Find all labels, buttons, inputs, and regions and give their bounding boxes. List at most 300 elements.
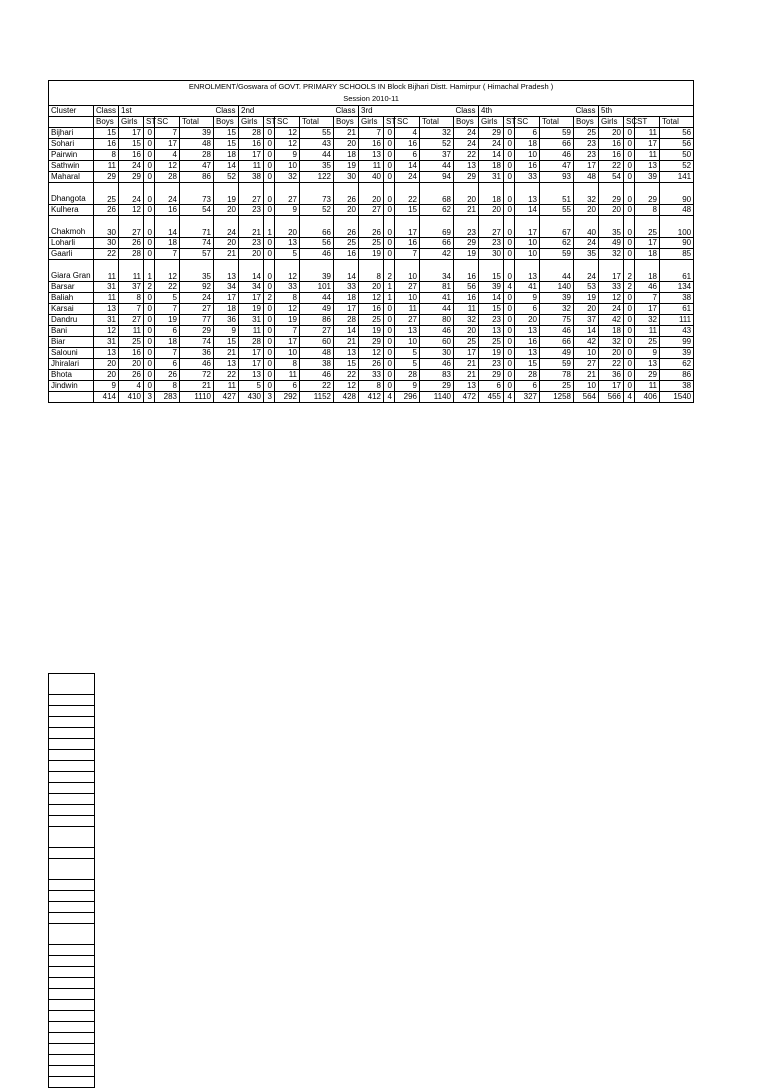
value-cell: 16 <box>599 150 624 161</box>
value-cell: 26 <box>119 238 144 249</box>
value-cell: 7 <box>155 304 180 315</box>
class-name-4: 4th <box>479 106 504 117</box>
value-cell: 21 <box>180 381 214 392</box>
value-cell: 42 <box>574 337 599 348</box>
value-cell: 62 <box>660 359 694 370</box>
value-cell: 21 <box>239 216 264 238</box>
sub-header-row <box>49 117 694 128</box>
value-cell: 32 <box>540 304 574 315</box>
value-cell: 0 <box>504 249 515 260</box>
stub-row <box>49 1066 95 1077</box>
stub-row <box>49 816 95 827</box>
value-cell: 29 <box>359 337 384 348</box>
value-cell: 20 <box>214 205 239 216</box>
value-cell: 15 <box>395 205 420 216</box>
value-cell: 27 <box>180 304 214 315</box>
value-cell: 0 <box>624 161 635 172</box>
value-cell: 17 <box>334 304 359 315</box>
value-cell: 55 <box>540 205 574 216</box>
stub-cell <box>49 1022 95 1033</box>
total-cell: 427 <box>214 392 239 403</box>
value-cell: 10 <box>395 260 420 282</box>
value-cell: 25 <box>359 315 384 326</box>
value-cell: 13 <box>214 359 239 370</box>
value-cell: 22 <box>300 381 334 392</box>
value-cell: 17 <box>214 293 239 304</box>
value-cell: 0 <box>144 128 155 139</box>
value-cell: 16 <box>359 139 384 150</box>
value-cell: 8 <box>275 359 300 370</box>
value-cell: 0 <box>624 304 635 315</box>
value-cell: 16 <box>119 348 144 359</box>
value-cell: 23 <box>574 150 599 161</box>
stub-row <box>49 978 95 989</box>
value-cell: 14 <box>479 293 504 304</box>
cluster-name: Bijhari <box>49 128 94 139</box>
total-cell: 430 <box>239 392 264 403</box>
value-cell: 0 <box>504 293 515 304</box>
value-cell: 73 <box>180 183 214 205</box>
value-cell: 17 <box>395 216 420 238</box>
value-cell: 49 <box>540 348 574 359</box>
value-cell: 0 <box>504 183 515 205</box>
cluster-name: Kulhera <box>49 205 94 216</box>
value-cell: 1 <box>144 260 155 282</box>
value-cell: 28 <box>395 370 420 381</box>
value-cell: 86 <box>180 172 214 183</box>
value-cell: 16 <box>599 139 624 150</box>
value-cell: 57 <box>180 249 214 260</box>
sub-header-cell: Total <box>420 117 454 128</box>
value-cell: 33 <box>515 172 540 183</box>
sub-header-cell: Girls <box>599 117 624 128</box>
stub-cell <box>49 783 95 794</box>
value-cell: 35 <box>300 161 334 172</box>
sub-header-cell: Boys <box>454 117 479 128</box>
stub-row <box>49 967 95 978</box>
value-cell: 31 <box>479 172 504 183</box>
value-cell: 17 <box>239 150 264 161</box>
value-cell: 122 <box>300 172 334 183</box>
table-row <box>49 249 694 260</box>
value-cell: 7 <box>359 128 384 139</box>
value-cell: 77 <box>180 315 214 326</box>
table-row <box>49 205 694 216</box>
value-cell: 7 <box>635 293 660 304</box>
value-cell: 13 <box>94 304 119 315</box>
value-cell: 0 <box>624 216 635 238</box>
value-cell: 0 <box>144 183 155 205</box>
value-cell: 0 <box>624 326 635 337</box>
value-cell: 0 <box>144 304 155 315</box>
value-cell: 31 <box>94 337 119 348</box>
value-cell: 0 <box>504 326 515 337</box>
value-cell: 33 <box>359 370 384 381</box>
value-cell: 29 <box>479 370 504 381</box>
value-cell: 21 <box>334 128 359 139</box>
stub-cell <box>49 761 95 772</box>
value-cell: 39 <box>180 128 214 139</box>
value-cell: 16 <box>454 293 479 304</box>
value-cell: 13 <box>275 238 300 249</box>
stub-cell <box>49 728 95 739</box>
value-cell: 36 <box>214 315 239 326</box>
value-cell: 7 <box>155 249 180 260</box>
sub-header-cell: ST <box>144 117 155 128</box>
value-cell: 24 <box>119 161 144 172</box>
value-cell: 12 <box>359 348 384 359</box>
value-cell: 8 <box>359 260 384 282</box>
value-cell: 23 <box>479 238 504 249</box>
value-cell: 14 <box>479 150 504 161</box>
value-cell: 19 <box>574 293 599 304</box>
value-cell: 0 <box>264 370 275 381</box>
value-cell: 0 <box>624 337 635 348</box>
stub-cell <box>49 945 95 956</box>
stub-row <box>49 805 95 816</box>
value-cell: 26 <box>155 370 180 381</box>
stub-row <box>49 880 95 891</box>
value-cell: 32 <box>420 128 454 139</box>
value-cell: 111 <box>660 315 694 326</box>
value-cell: 16 <box>119 150 144 161</box>
value-cell: 11 <box>635 128 660 139</box>
value-cell: 56 <box>660 128 694 139</box>
value-cell: 22 <box>214 370 239 381</box>
value-cell: 0 <box>624 370 635 381</box>
value-cell: 32 <box>574 183 599 205</box>
value-cell: 8 <box>94 150 119 161</box>
value-cell: 0 <box>504 260 515 282</box>
blank-cell <box>49 392 94 403</box>
value-cell: 0 <box>264 315 275 326</box>
value-cell: 24 <box>214 216 239 238</box>
value-cell: 27 <box>359 205 384 216</box>
value-cell: 0 <box>384 172 395 183</box>
cluster-name: Chakmoh <box>49 216 94 238</box>
value-cell: 0 <box>384 161 395 172</box>
value-cell: 51 <box>540 183 574 205</box>
value-cell: 12 <box>275 260 300 282</box>
value-cell: 48 <box>660 205 694 216</box>
value-cell: 11 <box>395 304 420 315</box>
value-cell: 19 <box>334 161 359 172</box>
value-cell: 0 <box>144 139 155 150</box>
value-cell: 0 <box>504 381 515 392</box>
value-cell: 8 <box>119 293 144 304</box>
value-cell: 32 <box>635 315 660 326</box>
stub-cell <box>49 1044 95 1055</box>
value-cell: 21 <box>214 348 239 359</box>
value-cell: 22 <box>334 370 359 381</box>
totals-row <box>49 392 694 403</box>
stub-cell <box>49 902 95 913</box>
value-cell: 7 <box>155 348 180 359</box>
value-cell: 0 <box>384 348 395 359</box>
stub-row <box>49 989 95 1000</box>
value-cell: 9 <box>635 348 660 359</box>
session-label: Session 2010-11 <box>49 93 694 106</box>
value-cell: 22 <box>395 183 420 205</box>
table-row <box>49 304 694 315</box>
stub-row <box>49 695 95 706</box>
value-cell: 0 <box>384 337 395 348</box>
sub-header-cell: SC <box>515 117 540 128</box>
value-cell: 20 <box>599 128 624 139</box>
value-cell: 26 <box>359 359 384 370</box>
value-cell: 22 <box>454 150 479 161</box>
value-cell: 32 <box>599 337 624 348</box>
cluster-name: Salouni <box>49 348 94 359</box>
cluster-name: Pairwin <box>49 150 94 161</box>
value-cell: 24 <box>599 304 624 315</box>
cluster-name: Bhota <box>49 370 94 381</box>
value-cell: 0 <box>264 161 275 172</box>
value-cell: 22 <box>94 249 119 260</box>
value-cell: 16 <box>239 139 264 150</box>
total-cell: 1110 <box>180 392 214 403</box>
blank-cell <box>275 106 300 117</box>
value-cell: 19 <box>454 249 479 260</box>
value-cell: 85 <box>660 249 694 260</box>
table-row <box>49 337 694 348</box>
stub-row <box>49 859 95 880</box>
total-cell: 292 <box>275 392 300 403</box>
value-cell: 19 <box>239 304 264 315</box>
value-cell: 21 <box>454 370 479 381</box>
table-row <box>49 161 694 172</box>
value-cell: 13 <box>454 381 479 392</box>
value-cell: 38 <box>660 381 694 392</box>
cluster-header: Cluster <box>49 106 94 117</box>
value-cell: 100 <box>660 216 694 238</box>
value-cell: 16 <box>395 139 420 150</box>
value-cell: 27 <box>395 282 420 293</box>
value-cell: 29 <box>635 370 660 381</box>
value-cell: 0 <box>504 205 515 216</box>
value-cell: 0 <box>504 172 515 183</box>
value-cell: 21 <box>574 370 599 381</box>
value-cell: 0 <box>264 238 275 249</box>
value-cell: 44 <box>540 260 574 282</box>
value-cell: 0 <box>264 359 275 370</box>
value-cell: 0 <box>384 139 395 150</box>
value-cell: 27 <box>119 315 144 326</box>
class-word-3: Class <box>334 106 359 117</box>
empty-grid-stub <box>48 673 95 1088</box>
value-cell: 8 <box>359 381 384 392</box>
value-cell: 30 <box>334 172 359 183</box>
value-cell: 39 <box>479 282 504 293</box>
value-cell: 13 <box>515 326 540 337</box>
value-cell: 46 <box>635 282 660 293</box>
value-cell: 16 <box>454 260 479 282</box>
stub-cell <box>49 1066 95 1077</box>
value-cell: 2 <box>624 282 635 293</box>
value-cell: 0 <box>144 337 155 348</box>
value-cell: 25 <box>454 337 479 348</box>
value-cell: 66 <box>540 337 574 348</box>
value-cell: 9 <box>275 150 300 161</box>
value-cell: 31 <box>239 315 264 326</box>
value-cell: 26 <box>359 216 384 238</box>
value-cell: 56 <box>660 139 694 150</box>
value-cell: 39 <box>660 348 694 359</box>
value-cell: 11 <box>239 326 264 337</box>
value-cell: 0 <box>264 348 275 359</box>
value-cell: 101 <box>300 282 334 293</box>
value-cell: 61 <box>660 260 694 282</box>
value-cell: 17 <box>155 139 180 150</box>
value-cell: 0 <box>264 304 275 315</box>
value-cell: 24 <box>574 238 599 249</box>
value-cell: 46 <box>180 359 214 370</box>
value-cell: 0 <box>144 249 155 260</box>
total-cell: 1152 <box>300 392 334 403</box>
stub-row <box>49 945 95 956</box>
value-cell: 23 <box>574 139 599 150</box>
value-cell: 61 <box>660 304 694 315</box>
value-cell: 28 <box>155 172 180 183</box>
value-cell: 22 <box>155 282 180 293</box>
value-cell: 72 <box>180 370 214 381</box>
value-cell: 0 <box>144 238 155 249</box>
value-cell: 12 <box>599 293 624 304</box>
value-cell: 69 <box>420 216 454 238</box>
value-cell: 93 <box>540 172 574 183</box>
stub-cell <box>49 1077 95 1088</box>
total-cell: 566 <box>599 392 624 403</box>
value-cell: 0 <box>624 359 635 370</box>
value-cell: 16 <box>94 139 119 150</box>
value-cell: 10 <box>574 381 599 392</box>
table-row <box>49 172 694 183</box>
value-cell: 0 <box>504 315 515 326</box>
total-cell: 4 <box>384 392 395 403</box>
table-row <box>49 282 694 293</box>
stub-cell <box>49 989 95 1000</box>
value-cell: 21 <box>334 337 359 348</box>
value-cell: 20 <box>119 359 144 370</box>
value-cell: 0 <box>384 183 395 205</box>
value-cell: 11 <box>239 161 264 172</box>
value-cell: 12 <box>275 304 300 315</box>
value-cell: 56 <box>454 282 479 293</box>
value-cell: 48 <box>300 348 334 359</box>
value-cell: 15 <box>119 139 144 150</box>
value-cell: 11 <box>94 161 119 172</box>
value-cell: 0 <box>144 216 155 238</box>
sub-header-cell: Total <box>180 117 214 128</box>
value-cell: 31 <box>94 315 119 326</box>
value-cell: 7 <box>155 128 180 139</box>
value-cell: 13 <box>454 161 479 172</box>
value-cell: 30 <box>94 216 119 238</box>
value-cell: 11 <box>635 381 660 392</box>
value-cell: 1 <box>264 216 275 238</box>
value-cell: 29 <box>454 172 479 183</box>
value-cell: 5 <box>395 348 420 359</box>
value-cell: 11 <box>119 260 144 282</box>
stub-cell <box>49 1000 95 1011</box>
value-cell: 23 <box>479 359 504 370</box>
value-cell: 6 <box>515 304 540 315</box>
value-cell: 0 <box>144 172 155 183</box>
value-cell: 90 <box>660 238 694 249</box>
value-cell: 14 <box>239 260 264 282</box>
value-cell: 14 <box>574 326 599 337</box>
value-cell: 74 <box>180 337 214 348</box>
blank-cell <box>144 106 155 117</box>
value-cell: 4 <box>155 150 180 161</box>
total-cell: 296 <box>395 392 420 403</box>
value-cell: 20 <box>599 348 624 359</box>
stub-row <box>49 1033 95 1044</box>
value-cell: 11 <box>94 293 119 304</box>
value-cell: 25 <box>635 216 660 238</box>
sub-header-cell: SC <box>275 117 300 128</box>
stub-cell <box>49 1011 95 1022</box>
table-row <box>49 139 694 150</box>
value-cell: 0 <box>384 304 395 315</box>
sub-header-cell: Boys <box>214 117 239 128</box>
value-cell: 27 <box>239 183 264 205</box>
stub-row <box>49 1022 95 1033</box>
value-cell: 134 <box>660 282 694 293</box>
value-cell: 27 <box>119 216 144 238</box>
total-cell: 412 <box>359 392 384 403</box>
value-cell: 0 <box>384 128 395 139</box>
value-cell: 0 <box>384 238 395 249</box>
title-row <box>49 81 694 94</box>
sheet-title: ENROLMENT/Goswara of GOVT. PRIMARY SCHOOLS IN Block Bijhari Distt. Hamirpur ( Himachal Pradesh ) <box>49 81 694 94</box>
value-cell: 17 <box>574 161 599 172</box>
value-cell: 24 <box>119 183 144 205</box>
value-cell: 17 <box>275 337 300 348</box>
value-cell: 34 <box>214 282 239 293</box>
value-cell: 24 <box>395 172 420 183</box>
value-cell: 0 <box>264 326 275 337</box>
blank-cell <box>384 106 395 117</box>
value-cell: 42 <box>420 249 454 260</box>
value-cell: 16 <box>334 249 359 260</box>
value-cell: 53 <box>574 282 599 293</box>
value-cell: 0 <box>144 161 155 172</box>
value-cell: 10 <box>395 337 420 348</box>
stub-cell <box>49 1033 95 1044</box>
value-cell: 20 <box>574 205 599 216</box>
value-cell: 48 <box>574 172 599 183</box>
value-cell: 38 <box>660 293 694 304</box>
table-row <box>49 381 694 392</box>
value-cell: 14 <box>515 205 540 216</box>
blank-cell <box>300 106 334 117</box>
value-cell: 6 <box>155 326 180 337</box>
value-cell: 18 <box>635 249 660 260</box>
table-row <box>49 315 694 326</box>
value-cell: 66 <box>540 139 574 150</box>
value-cell: 40 <box>359 172 384 183</box>
value-cell: 28 <box>334 315 359 326</box>
blank-cell <box>635 106 660 117</box>
value-cell: 20 <box>599 205 624 216</box>
total-cell: 3 <box>264 392 275 403</box>
value-cell: 18 <box>334 293 359 304</box>
value-cell: 62 <box>540 238 574 249</box>
total-cell: 283 <box>155 392 180 403</box>
value-cell: 13 <box>395 326 420 337</box>
value-cell: 17 <box>454 348 479 359</box>
